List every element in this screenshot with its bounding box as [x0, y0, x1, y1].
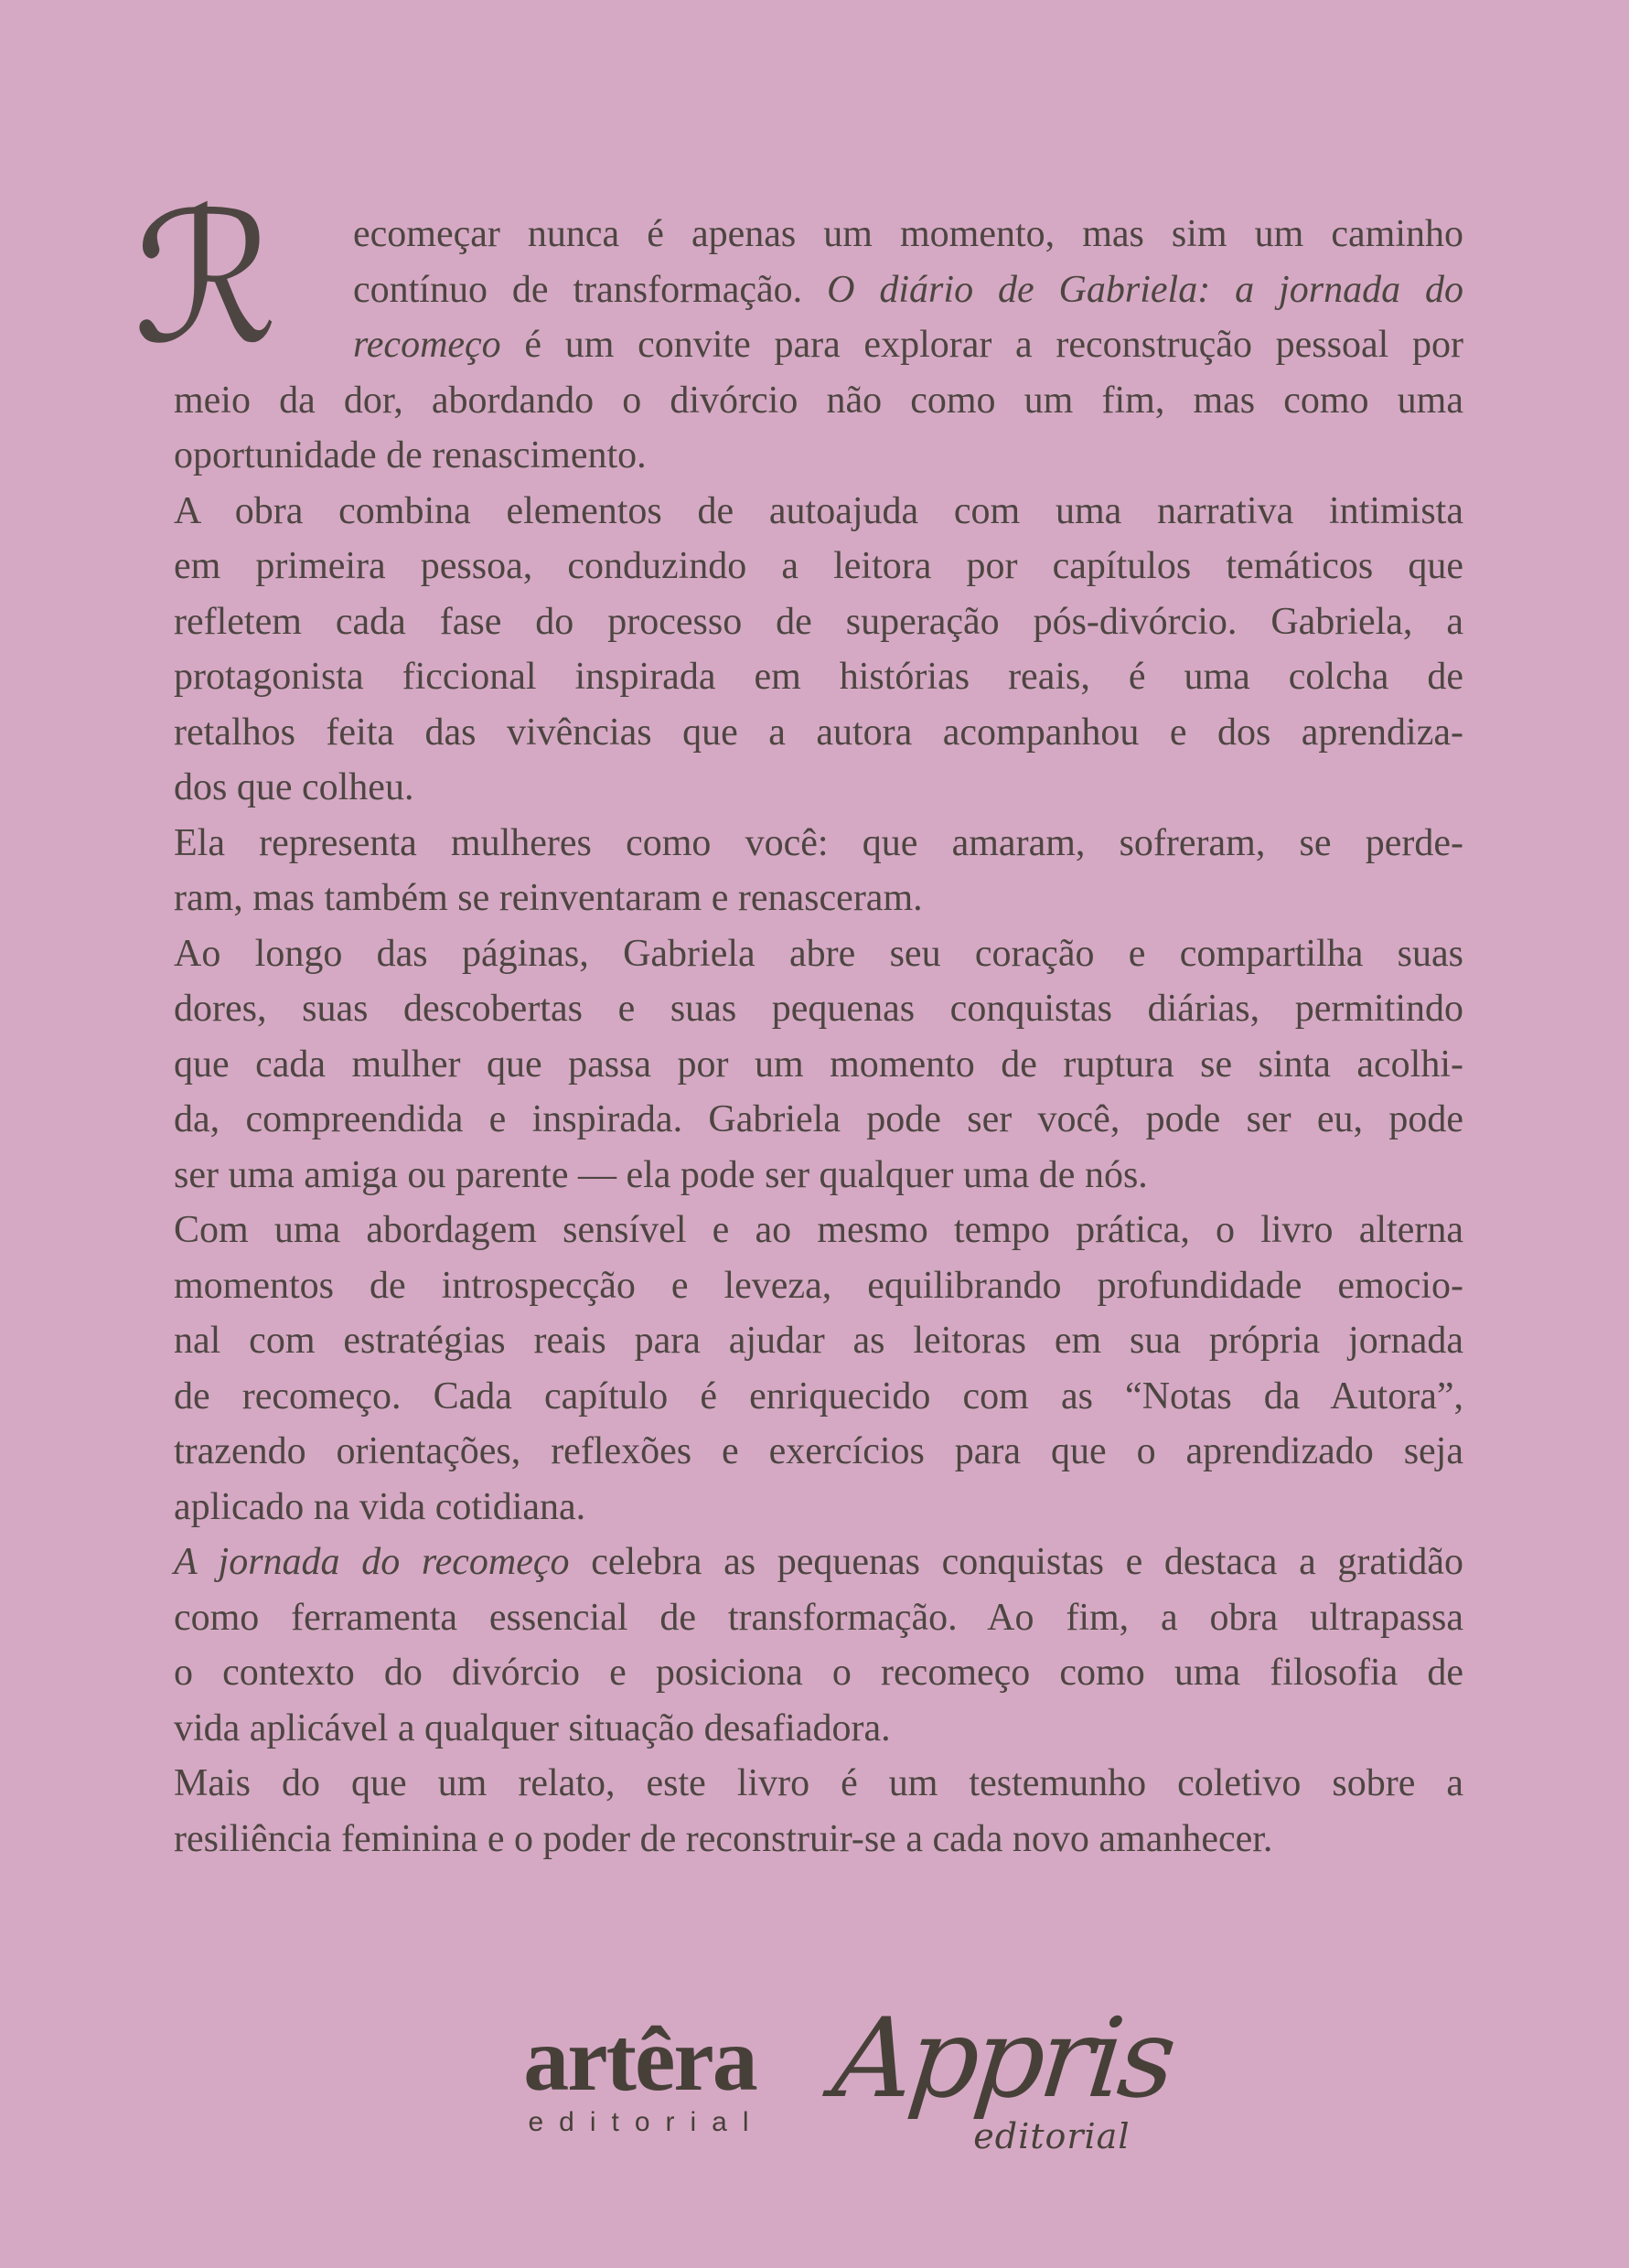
body-line: ser uma amiga ou parente — ela pode ser qualquer uma de nós.: [174, 1153, 1148, 1196]
body-line: resiliência feminina e o poder de reconstruir-se a cada novo amanhecer.: [174, 1817, 1273, 1860]
body-line: contínuo de transformação. O diário de Gabriela: a jornada do: [353, 268, 1463, 311]
body-line: que cada mulher que passa por um momento de ruptura se sinta acolhi-: [174, 1043, 1463, 1086]
artera-logo: [507, 2008, 774, 2138]
body-line: de recomeço. Cada capítulo é enriquecido com as “Notas da Autora”,: [174, 1375, 1463, 1418]
body-line: dos que colheu.: [174, 766, 414, 808]
body-line: dores, suas descobertas e suas pequenas conquistas diárias, permitindo: [174, 988, 1463, 1030]
body-line: momentos de introspecção e leveza, equilibrando profundidade emocio-: [174, 1264, 1463, 1307]
synopsis-text: [174, 207, 1463, 1867]
body-line: ecomeçar nunca é apenas um momento, mas sim um caminho: [353, 213, 1463, 255]
publisher-logos: [0, 1995, 1629, 2156]
body-line: trazendo orientações, reflexões e exercícios para que o aprendizado seja: [174, 1430, 1463, 1472]
body-line: Mais do que um relato, este livro é um testemunho coletivo sobre a: [174, 1762, 1463, 1804]
appris-logo-subtitle: editorial: [973, 2116, 1131, 2156]
body-line: recomeço é um convite para explorar a reconstrução pessoal por: [353, 324, 1463, 366]
body-line: ram, mas também se reinventaram e renasceram.: [174, 877, 923, 919]
body-line: Com uma abordagem sensível e ao mesmo tempo prática, o livro alterna: [174, 1209, 1463, 1251]
body-line: oportunidade de renascimento.: [174, 434, 647, 476]
artera-logo-subtitle: editorial: [528, 2107, 765, 2137]
artera-logo-wordmark: artêra: [523, 2008, 756, 2110]
body-line: Ela representa mulheres como você: que amaram, sofreram, se perde-: [174, 821, 1463, 864]
body-line: nal com estratégias reais para ajudar as leitoras em sua própria jornada: [174, 1320, 1463, 1362]
body-line: protagonista ficcional inspirada em histórias reais, é uma colcha de: [174, 656, 1463, 698]
body-line: refletem cada fase do processo de superação pós-divórcio. Gabriela, a: [174, 600, 1463, 643]
body-line: Ao longo das páginas, Gabriela abre seu coração e compartilha suas: [174, 932, 1463, 975]
body-line: em primeira pessoa, conduzindo a leitora por capítulos temáticos que: [174, 545, 1463, 587]
appris-logo-wordmark: Appris: [827, 1995, 1177, 2123]
body-line: A jornada do recomeço celebra as pequenas conquistas e destaca a gratidão: [174, 1541, 1463, 1583]
body-line: da, compreendida e inspirada. Gabriela pode ser você, pode ser eu, pode: [174, 1098, 1463, 1140]
body-line: aplicado na vida cotidiana.: [174, 1485, 586, 1528]
body-line: o contexto do divórcio e posiciona o recomeço como uma filosofia de: [174, 1652, 1463, 1694]
appris-logo: [827, 1995, 1177, 2156]
body-line: meio da dor, abordando o divórcio não como um fim, mas como uma: [174, 379, 1463, 422]
body-line: retalhos feita das vivências que a autora acompanhou e dos aprendiza-: [174, 711, 1463, 754]
body-line: vida aplicável a qualquer situação desafiadora.: [174, 1706, 891, 1749]
body-line: como ferramenta essencial de transformação. Ao fim, a obra ultrapassa: [174, 1596, 1463, 1639]
body-line: A obra combina elementos de autoajuda com uma narrativa intimista: [174, 489, 1463, 532]
drop-cap-letter: ℛ: [134, 173, 278, 384]
